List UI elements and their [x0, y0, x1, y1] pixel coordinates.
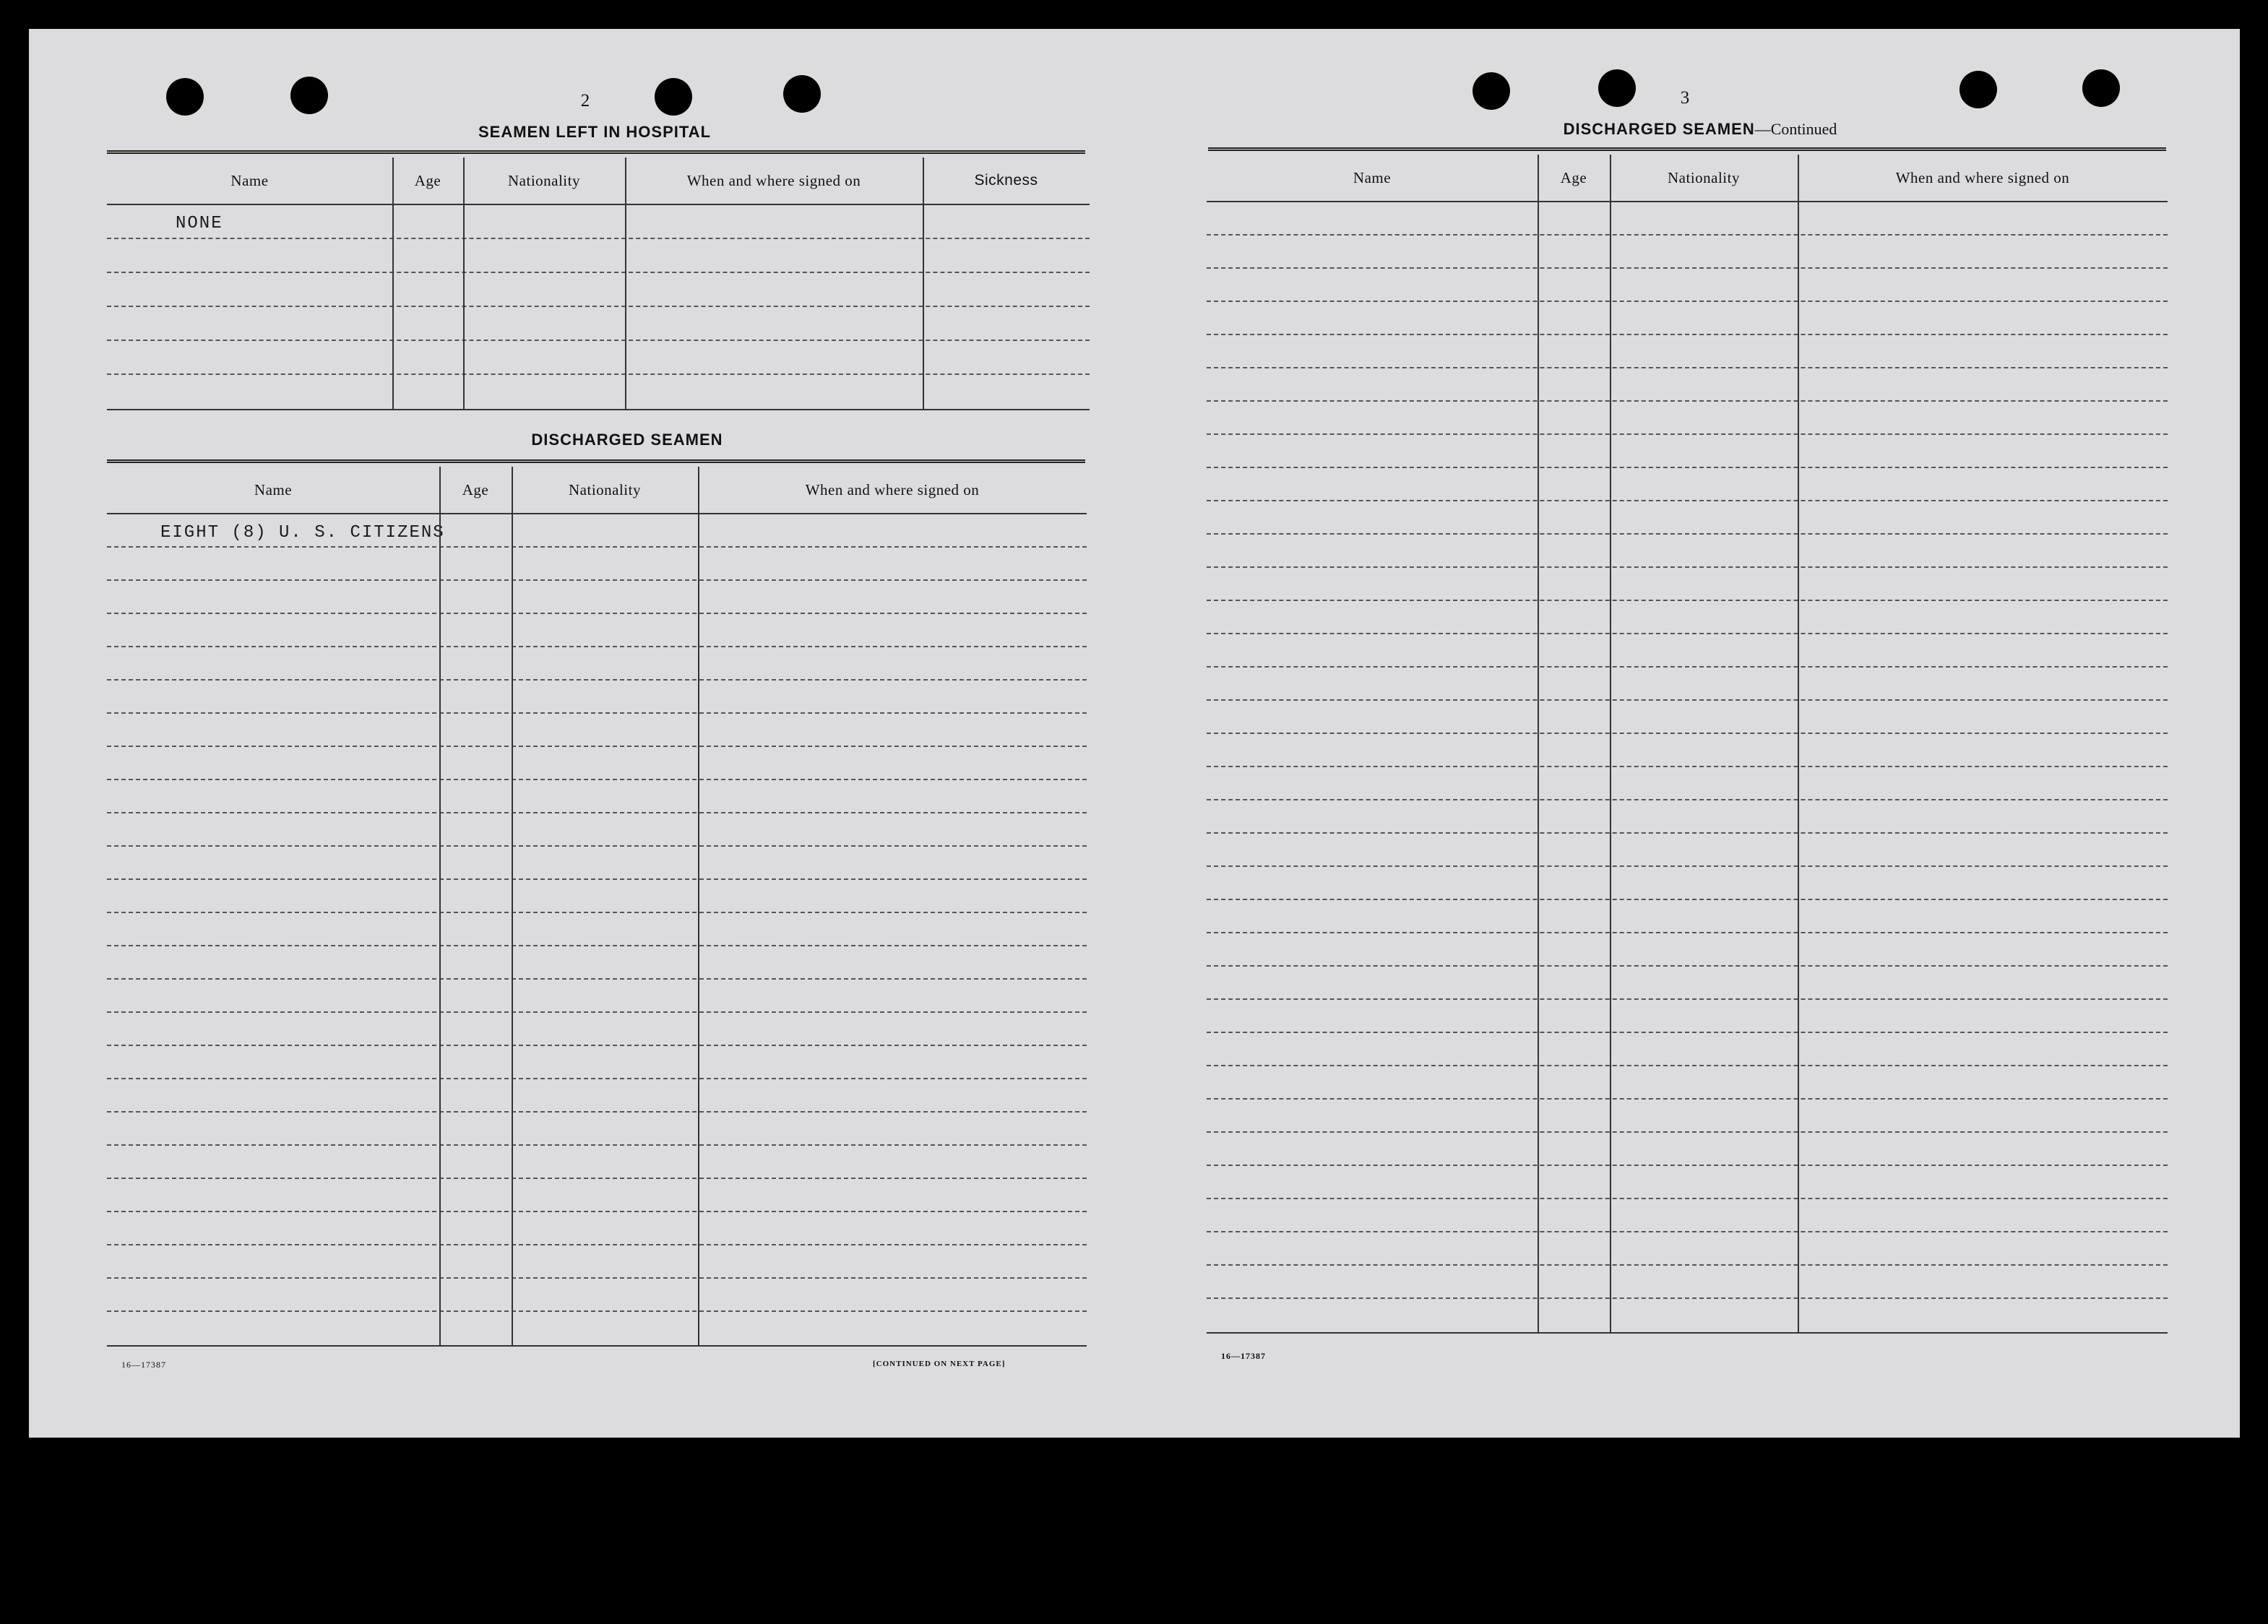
table-row [107, 205, 1090, 239]
table-row [107, 273, 1090, 307]
table-row [107, 1046, 1087, 1079]
table-row [107, 581, 1087, 614]
punch-hole [1473, 72, 1510, 110]
table-row [107, 307, 1090, 341]
col-header-when-where: When and where signed on [805, 480, 980, 498]
table-row [107, 946, 1087, 980]
table-row [107, 913, 1087, 946]
column-divider [1798, 155, 1799, 1332]
col-header-when-where: When and where signed on [686, 171, 861, 189]
table-row [107, 747, 1087, 780]
form-number: 16—17387 [121, 1360, 166, 1370]
table-row [1207, 1166, 2168, 1199]
hospital-table-header [107, 157, 1090, 205]
table-row [1207, 734, 2168, 767]
table-row [107, 880, 1087, 913]
table-row [1207, 634, 2168, 668]
column-divider [1610, 155, 1611, 1332]
table-row [1207, 202, 2168, 236]
table-row [1207, 435, 2168, 468]
table-row [1207, 468, 2168, 501]
column-divider [512, 467, 513, 1345]
table-row [1207, 668, 2168, 701]
punch-hole [166, 78, 204, 116]
discharged-continued-table [1207, 155, 2168, 1334]
table-row [1207, 1000, 2168, 1033]
table-row [1207, 1133, 2168, 1166]
page-number-right: 3 [1680, 88, 1690, 108]
table-row [1207, 1199, 2168, 1232]
table-row [107, 1113, 1087, 1146]
table-row [1207, 800, 2168, 834]
column-divider [439, 467, 441, 1345]
title-rule [107, 150, 1085, 154]
table-row [107, 681, 1087, 714]
table-row [107, 514, 1087, 548]
table-row [107, 1146, 1087, 1179]
table-row [1207, 302, 2168, 335]
table-row [1207, 933, 2168, 967]
table-row [1207, 269, 2168, 302]
col-header-name: Name [1353, 168, 1392, 186]
table-row [1207, 236, 2168, 269]
table-row [107, 1013, 1087, 1046]
discharged-entry: EIGHT (8) U. S. CITIZENS [160, 523, 445, 543]
table-row [107, 1245, 1087, 1279]
col-header-name: Name [254, 480, 293, 498]
document-paper [29, 29, 2240, 1438]
column-divider [625, 157, 626, 409]
page-number-left: 2 [580, 91, 590, 111]
hospital-table [107, 157, 1090, 410]
title-rule [107, 459, 1085, 463]
table-row [107, 1179, 1087, 1212]
table-row [1207, 501, 2168, 535]
table-row [107, 647, 1087, 681]
hospital-section-title: SEAMEN LEFT IN HOSPITAL [478, 123, 712, 141]
table-row [1207, 1100, 2168, 1133]
discharged-continued-header [1207, 155, 2168, 202]
discharged-rows [107, 514, 1087, 1345]
col-header-when-where: When and where signed on [1895, 168, 2070, 186]
col-header-age: Age [414, 171, 441, 189]
punch-hole [290, 77, 328, 114]
table-row [1207, 701, 2168, 734]
table-row [1207, 335, 2168, 368]
table-row [1207, 1299, 2168, 1332]
table-row [107, 1212, 1087, 1245]
punch-hole [2082, 69, 2120, 107]
column-divider [923, 157, 924, 409]
table-row [1207, 967, 2168, 1000]
discharged-table-header [107, 467, 1087, 514]
section-title-text: DISCHARGED SEAMEN [1563, 120, 1755, 138]
punch-hole [1959, 71, 1997, 108]
column-divider [392, 157, 394, 409]
discharged-continued-rows [1207, 202, 2168, 1332]
column-divider [1538, 155, 1539, 1332]
table-row [1207, 767, 2168, 800]
col-header-name: Name [230, 171, 269, 189]
table-row [107, 1079, 1087, 1113]
title-rule [1208, 147, 2166, 151]
table-row [107, 1279, 1087, 1312]
table-row [107, 548, 1087, 581]
table-row [1207, 535, 2168, 568]
table-row [1207, 402, 2168, 435]
table-row [1207, 867, 2168, 900]
punch-hole [655, 78, 692, 116]
hospital-entry: NONE [176, 214, 223, 233]
table-row [1207, 1232, 2168, 1266]
col-header-age: Age [462, 480, 489, 498]
table-row [107, 1312, 1087, 1345]
table-row [1207, 601, 2168, 634]
section-title-suffix: —Continued [1754, 120, 1837, 138]
col-header-sickness: Sickness [974, 172, 1038, 189]
table-row [107, 614, 1087, 647]
table-row [107, 780, 1087, 813]
col-header-age: Age [1560, 168, 1587, 186]
table-row [1207, 900, 2168, 933]
table-row [1207, 1033, 2168, 1066]
column-divider [698, 467, 699, 1345]
table-row [1207, 568, 2168, 601]
table-row [1207, 834, 2168, 867]
col-header-nationality: Nationality [508, 171, 580, 189]
table-row [1207, 1066, 2168, 1100]
table-row [1207, 368, 2168, 402]
table-row [107, 375, 1090, 409]
column-divider [463, 157, 465, 409]
table-row [107, 714, 1087, 747]
table-row [1207, 1266, 2168, 1299]
discharged-section-title: DISCHARGED SEAMEN [531, 431, 723, 449]
punch-hole [783, 75, 821, 113]
table-row [107, 813, 1087, 847]
discharged-continued-title [1205, 120, 2195, 139]
table-row [107, 341, 1090, 375]
col-header-nationality: Nationality [1668, 168, 1740, 186]
col-header-nationality: Nationality [569, 480, 641, 498]
form-number-right: 16—17387 [1221, 1351, 1266, 1361]
table-row [107, 980, 1087, 1013]
punch-hole [1598, 69, 1636, 107]
continued-note: [CONTINUED ON NEXT PAGE] [873, 1360, 1006, 1368]
table-row [107, 239, 1090, 273]
discharged-table [107, 467, 1087, 1347]
table-row [107, 847, 1087, 880]
